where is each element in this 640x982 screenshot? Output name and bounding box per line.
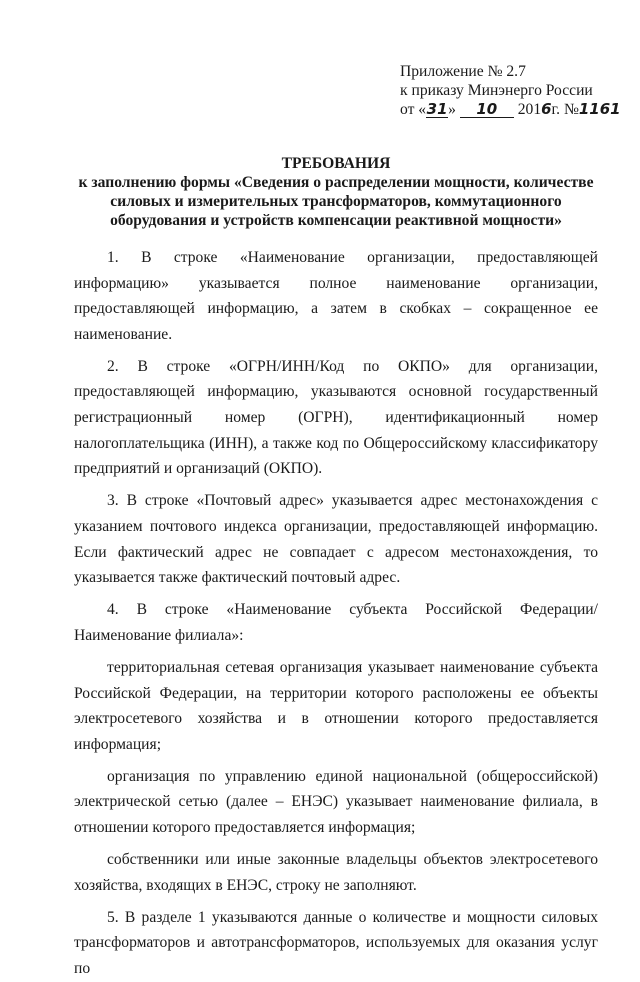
document-body	[74, 245, 598, 982]
order-date-line	[400, 100, 621, 119]
order-number: 1161	[578, 100, 621, 118]
paragraph: 1. В строке «Наименование организации, предоставляющей информацию» указывается полное наименование организации, предоставляющей информацию, а затем в скобках – сокращенное ее наименование.	[74, 249, 598, 343]
paragraph: 2. В строке «ОГРН/ИНН/Код по ОКПО» для организации, предоставляющей информацию, указываются основной государственный регистрационный номер (ОГРН), идентификационный номер налогоплательщика (ИНН), а также код по Общероссийскому классификатору предприятий и организаций (ОКПО).	[74, 357, 598, 478]
paragraph: территориальная сетевая организация указывает наименование субъекта Российской Федерации, на территории которого расположены ее объекты электросетевого хозяйства и в отношении которого предоставляется информация;	[74, 658, 598, 753]
paragraph: собственники или иные законные владельцы объектов электросетевого хозяйства, входящих в ЕНЭС, строку не заполняют.	[74, 851, 598, 894]
document-title: ТРЕБОВАНИЯ	[281, 155, 391, 172]
document-subtitle: к заполнению формы «Сведения о распределении мощности, количестве силовых и измерительных трансформаторов, коммутационного оборудования и устройств компенсации реактивной мощности»	[78, 174, 594, 229]
date-year-suffix: г. №	[551, 101, 579, 118]
date-month: 10	[460, 102, 514, 118]
date-mid: »	[448, 101, 456, 118]
order-reference: к приказу Минэнерго России	[400, 82, 593, 99]
paragraph: организация по управлению единой национальной (общероссийской) электрической сетью (далее – ЕНЭС) указывает наименование филиала, в отношении которого предоставляется информация;	[74, 767, 598, 836]
appendix-header	[400, 62, 621, 119]
paragraph: 5. В разделе 1 указываются данные о количестве и мощности силовых трансформаторов и автотрансформаторов, используемых для оказания услуг по	[74, 908, 598, 977]
date-day: 31	[426, 100, 448, 118]
appendix-number: Приложение № 2.7	[400, 63, 526, 80]
paragraph: 4. В строке «Наименование субъекта Российской Федерации/Наименование филиала»:	[74, 601, 598, 644]
paragraph: 3. В строке «Почтовый адрес» указывается адрес местонахождения с указанием почтового индекса организации, предоставляющей информацию. Если фактический адрес не совпадает с адресом местонахождения, то указывается также фактический почтовый адрес.	[74, 492, 598, 587]
date-prefix: от «	[400, 101, 427, 118]
date-year-digit: 6	[541, 100, 552, 118]
date-year-prefix: 201	[517, 101, 542, 118]
